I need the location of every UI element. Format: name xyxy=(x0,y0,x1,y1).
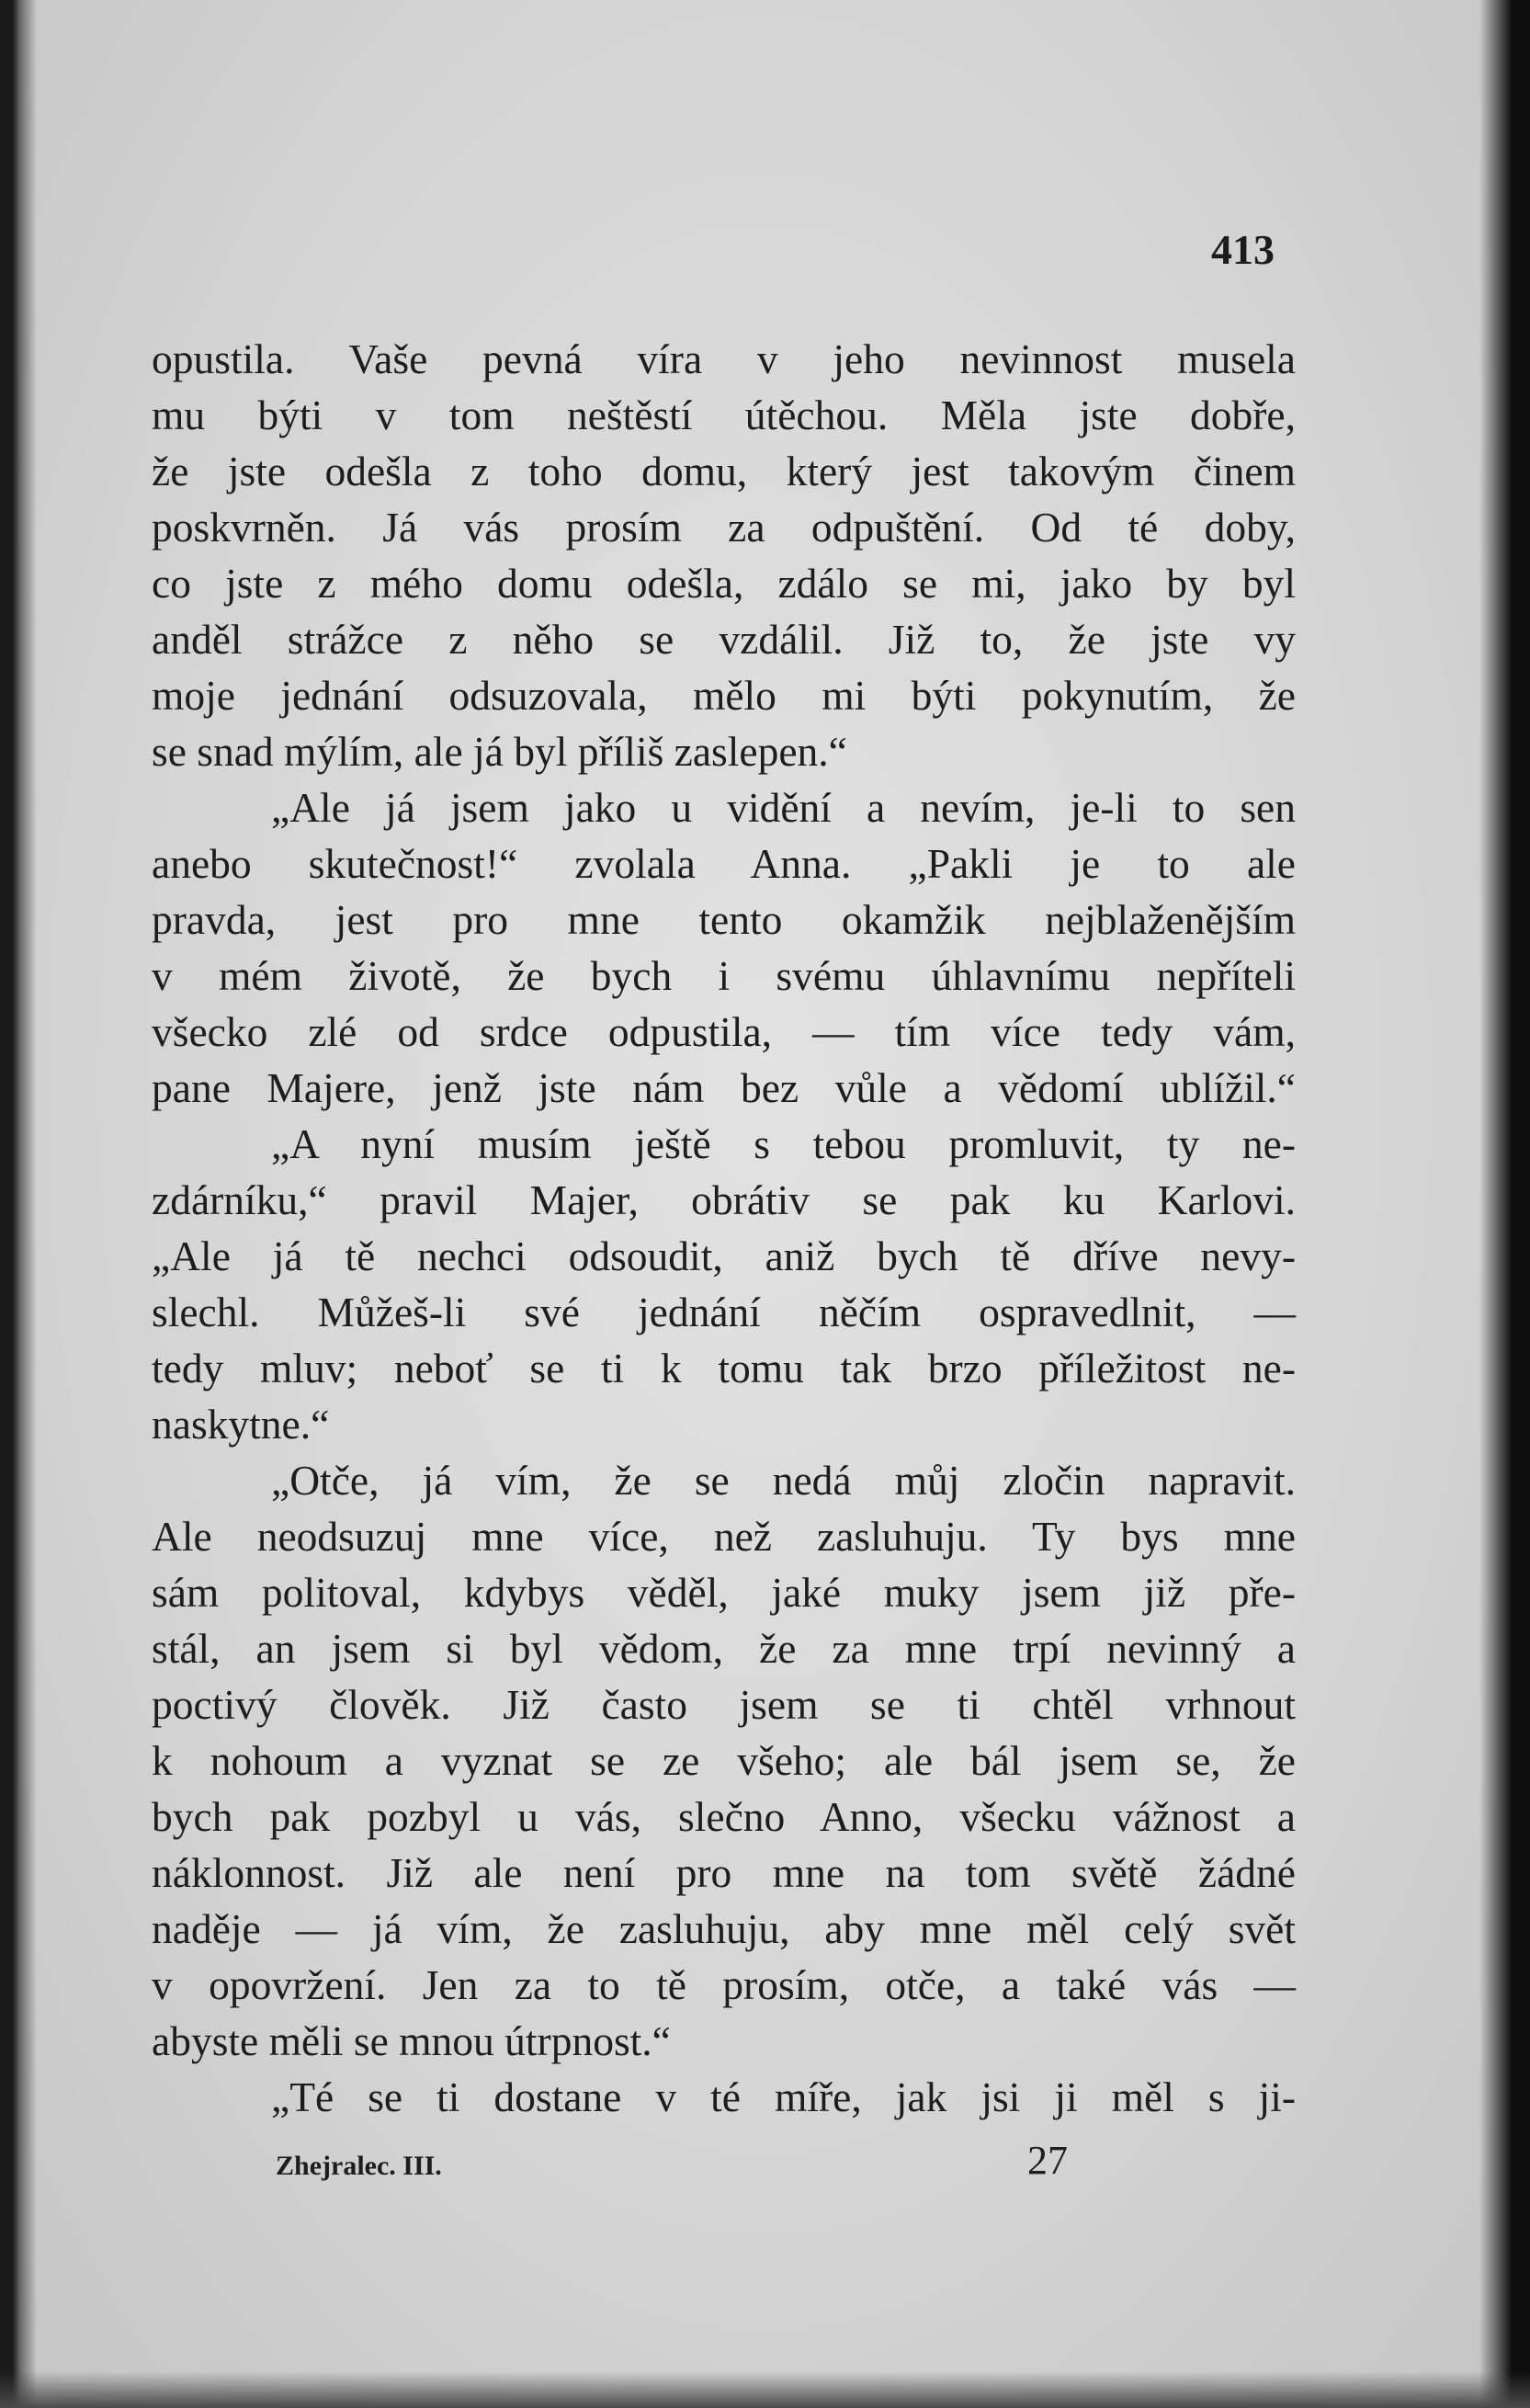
text-line: bych pak pozbyl u vás, slečno Anno, všecku vážnost a xyxy=(152,1793,1296,1840)
text-line: abyste měli se mnou útrpnost.“ xyxy=(152,2017,671,2064)
page-bottom-edge-shadow xyxy=(0,2371,1530,2408)
text-line: k nohoum a vyznat se ze všeho; ale bál jsem se, že xyxy=(152,1737,1296,1784)
text-line: anděl strážce z něho se vzdálil. Již to, že jste vy xyxy=(152,616,1296,663)
text-line: sám politoval, kdybys věděl, jaké muky jsem již pře- xyxy=(152,1569,1296,1616)
page-left-edge-shadow xyxy=(0,0,37,2408)
footer-signature-mark: Zhejralec. III. xyxy=(276,2151,442,2181)
footer-sheet-number: 27 xyxy=(1027,2138,1068,2183)
text-line: stál, an jsem si byl vědom, že za mne trpí nevinný a xyxy=(152,1625,1296,1672)
page-right-edge-shadow xyxy=(1479,0,1530,2408)
text-line: se snad mýlím, ale já byl příliš zaslepen.“ xyxy=(152,728,847,775)
text-line: moje jednání odsuzovala, mělo mi býti pokynutím, že xyxy=(152,672,1296,719)
text-line: pravda, jest pro mne tento okamžik nejblaženějším xyxy=(152,896,1296,943)
text-line: anebo skutečnost!“ zvolala Anna. „Pakli je to ale xyxy=(152,840,1296,887)
text-line: mu býti v tom neštěstí útěchou. Měla jste dobře, xyxy=(152,392,1296,438)
text-line: naskytne.“ xyxy=(152,1401,330,1448)
text-line: tedy mluv; neboť se ti k tomu tak brzo příležitost ne- xyxy=(152,1345,1296,1391)
text-line: co jste z mého domu odešla, zdálo se mi, jako by byl xyxy=(152,560,1296,607)
text-line: „Té se ti dostane v té míře, jak jsi ji měl s ji- xyxy=(271,2073,1296,2120)
text-line: „Ale já tě nechci odsoudit, aniž bych tě dříve nevy- xyxy=(152,1232,1296,1279)
text-line: poskvrněn. Já vás prosím za odpuštění. Od té doby, xyxy=(152,504,1296,551)
body-text xyxy=(152,331,1296,2125)
text-line: slechl. Můžeš-li své jednání něčím ospravedlnit, — xyxy=(152,1289,1296,1335)
text-line: poctivý člověk. Již často jsem se ti chtěl vrhnout xyxy=(152,1681,1296,1728)
page-number: 413 xyxy=(1211,226,1275,273)
text-line: všecko zlé od srdce odpustila, — tím více tedy vám, xyxy=(152,1008,1296,1055)
text-line: v opovržení. Jen za to tě prosím, otče, a také vás — xyxy=(152,1961,1296,2008)
text-line: opustila. Vaše pevná víra v jeho nevinnost musela xyxy=(152,335,1296,382)
text-line: náklonnost. Již ale není pro mne na tom světě žádné xyxy=(152,1849,1296,1896)
text-line: že jste odešla z toho domu, který jest takovým činem xyxy=(152,448,1296,494)
text-line: naděje — já vím, že zasluhuju, aby mne měl celý svět xyxy=(152,1905,1296,1952)
text-line: „Otče, já vím, že se nedá můj zločin napravit. xyxy=(271,1457,1296,1504)
text-line: „A nyní musím ještě s tebou promluvit, ty ne- xyxy=(271,1120,1296,1167)
text-line: Ale neodsuzuj mne více, než zasluhuju. Ty bys mne xyxy=(152,1513,1296,1560)
text-line: zdárníku,“ pravil Majer, obrátiv se pak ku Karlovi. xyxy=(152,1176,1296,1223)
text-line: „Ale já jsem jako u vidění a nevím, je-li to sen xyxy=(271,784,1296,831)
text-line: v mém životě, že bych i svému úhlavnímu nepříteli xyxy=(152,952,1296,999)
text-line: pane Majere, jenž jste nám bez vůle a vědomí ublížil.“ xyxy=(152,1064,1296,1111)
